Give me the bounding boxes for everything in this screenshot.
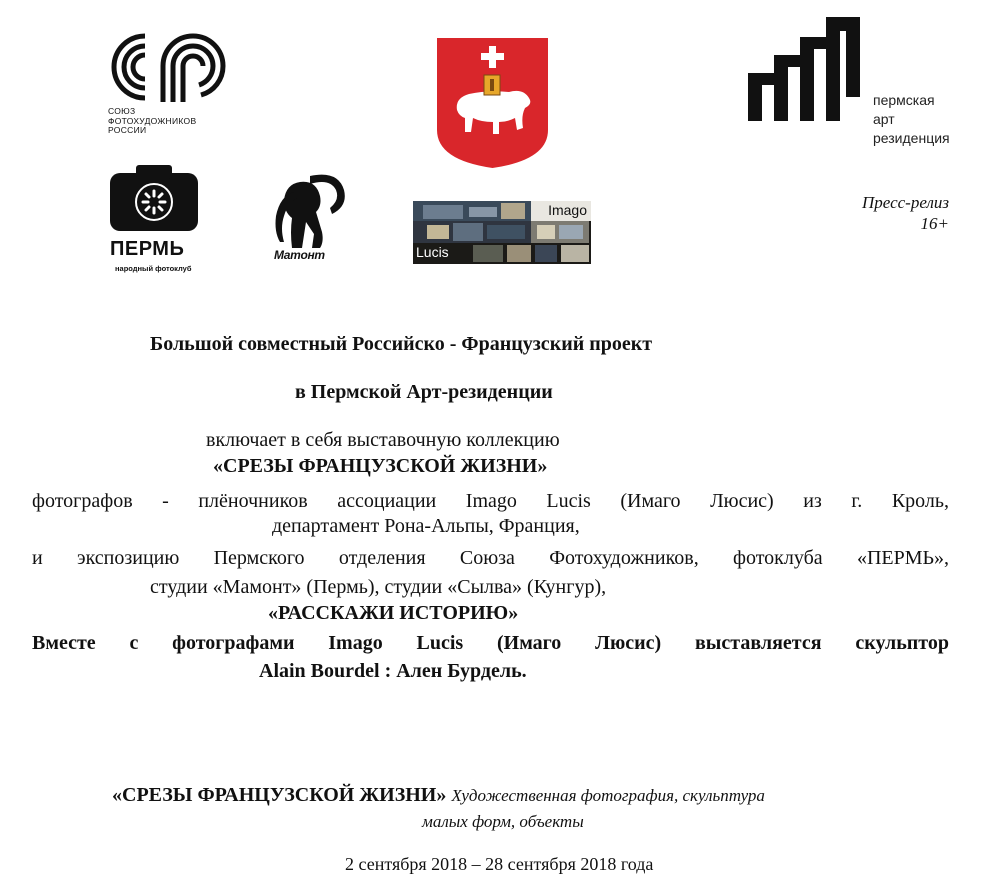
footer-description-1: Художественная фотография, скульптура [451,786,765,805]
perm-coat-of-arms-bear-icon [437,38,548,168]
press-release-title: Пресс-релиз [861,193,949,212]
heading-line-2: в Пермской Арт-резиденции [295,381,553,403]
residency-name: пермская арт резиденция [873,92,950,146]
exhibition-title: «РАССКАЖИ ИСТОРИЮ» [268,602,519,624]
footer-description-2: малых форм, объекты [422,812,584,831]
body-line-4: департамент Рона-Альпы, Франция, [272,515,580,537]
sfr-logo [103,28,238,138]
residency-stairs-icon [745,15,865,125]
art-residency-logo [745,15,975,150]
body-line-1: включает в себя выставочную коллекцию [206,429,560,451]
perm-club-title: ПЕРМЬ [110,238,185,260]
perm-club-subtitle: народный фотоклуб [115,264,192,273]
age-rating: 16+ [920,214,949,233]
mammoth-photographer-icon [250,172,348,252]
footer-title: «СРЕЗЫ ФРАНЦУЗСКОЙ ЖИЗНИ» [112,784,447,806]
imago-word: Imago [548,202,587,218]
body-line-8: Вместе с фотографами Imago Lucis (Имаго Люсис) выставляется скульптор [32,632,949,654]
camera-icon [106,163,202,233]
sfr-name: СОЮЗ ФОТОХУДОЖНИКОВ РОССИИ [108,106,197,135]
body-line-3: фотографов - плёночников ассоциации Imago Lucis (Имаго Люсис) из г. Кроль, [32,490,949,512]
body-line-6: студии «Мамонт» (Пермь), студии «Сылва» (Кунгур), [150,576,607,598]
perm-photoclub-logo [106,163,206,278]
sfr-emblem-icon [103,28,238,108]
press-release-label [862,192,949,234]
heading-line-1: Большой совместный Российско - Французский проект [150,333,653,355]
sculptor-name: Alain Bourdel : Ален Бурдель. [259,660,527,682]
collection-title: «СРЕЗЫ ФРАНЦУЗСКОЙ ЖИЗНИ» [213,455,548,477]
mammoth-studio-logo [250,172,348,272]
exhibition-dates: 2 сентября 2018 – 28 сентября 2018 года [345,854,654,874]
body-line-5: и экспозицию Пермского отделения Союза Фотохудожников, фотоклуба «ПЕРМЬ», [32,547,949,569]
footer-line-1 [112,783,765,808]
mammoth-name: Mamoнm [274,248,325,262]
perm-coat-of-arms [437,38,548,168]
imago-lucis-logo [413,201,591,264]
lucis-word: Lucis [416,244,449,260]
